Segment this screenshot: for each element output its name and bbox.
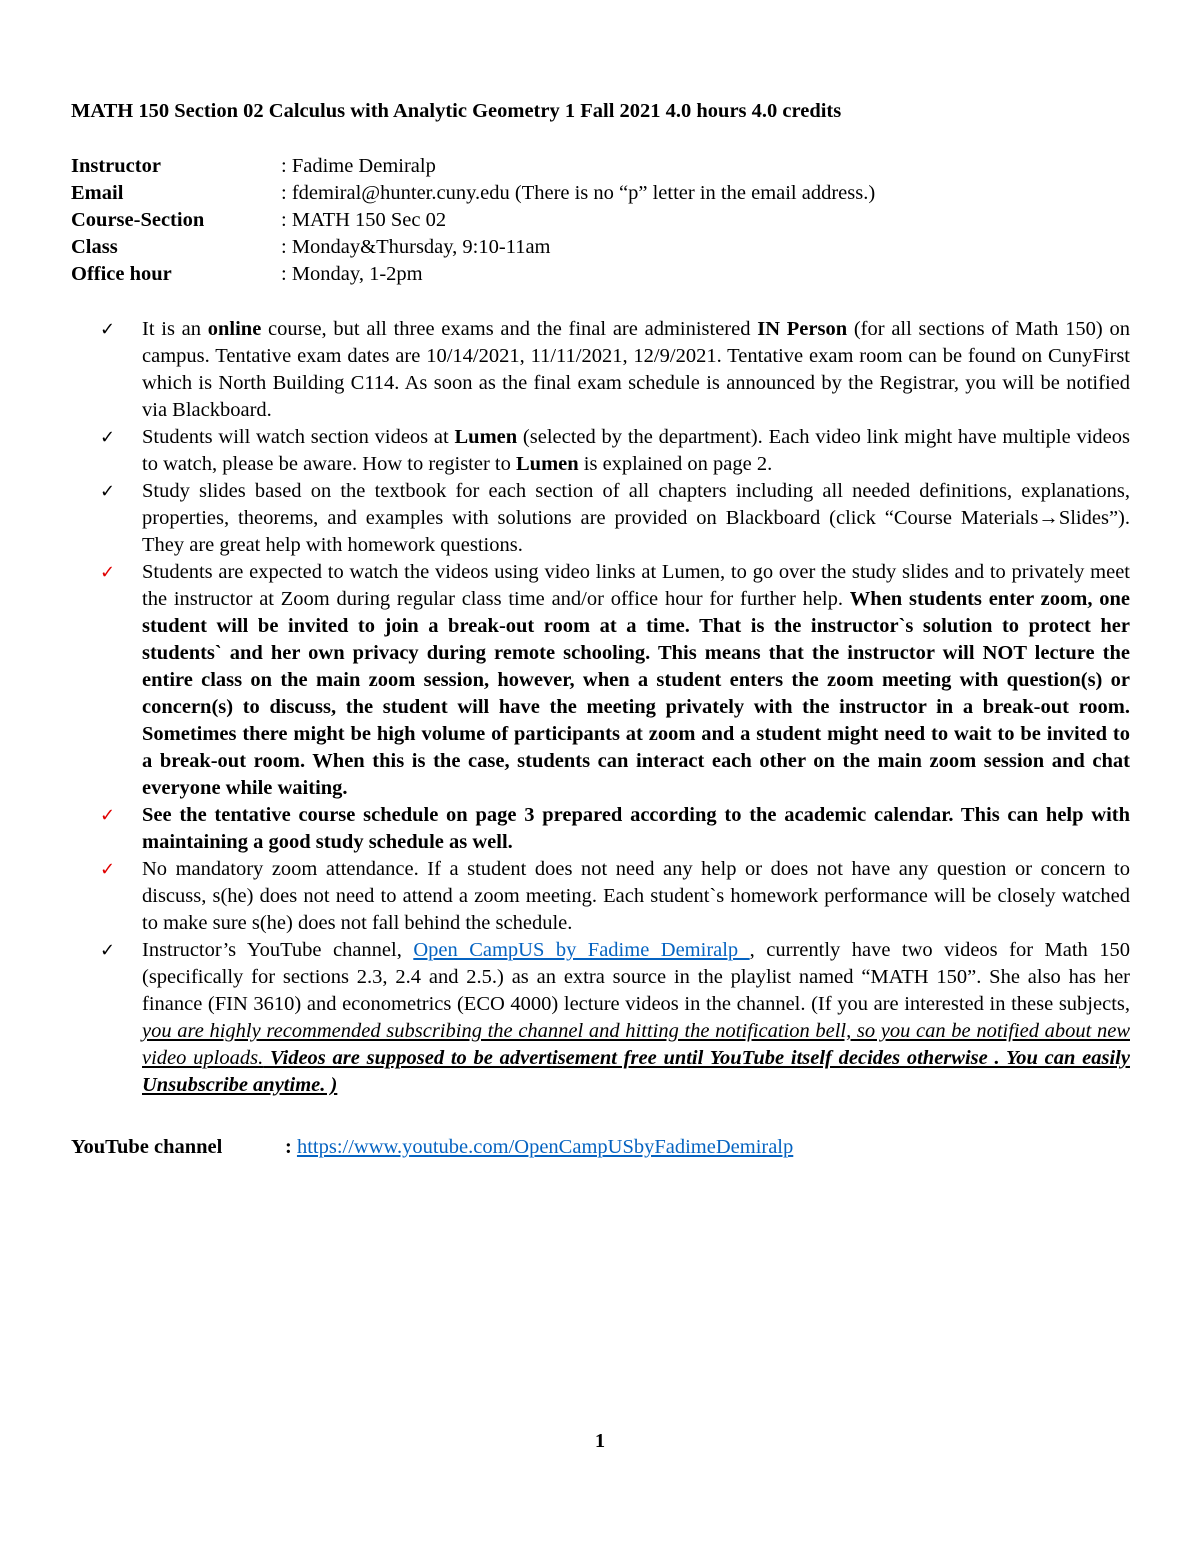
email-value: : fdemiral@hunter.cuny.edu (There is no “p” letter in the email address.): [281, 182, 876, 204]
bullet-text: , currently have two videos for Math 150 (specifically for sections 2.3, 2.4 and 2.5.) as an extra source in the playlist named “MATH 150”. She also has her finance (FIN 3610) and econometrics (ECO 4000) lecture videos in the channel. (If you are interested in these subjects,: [142, 939, 1130, 1015]
bullet-item-slides: [100, 478, 1130, 559]
office-hour-label: Office hour: [71, 263, 172, 285]
bullet-italic-text: you are highly recommended subscribing the channel and hitting the notification bell, so you can be notified about new video uploads.: [142, 1020, 1130, 1069]
section-label: Course-Section: [71, 209, 205, 231]
info-row-email: [71, 180, 875, 207]
instructor-value: : Fadime Demiralp: [281, 155, 436, 177]
bullet-text: (selected by the department). Each video link might have multiple videos to watch, please be aware. How to register to: [142, 426, 1131, 475]
bullet-bold-text: online: [207, 318, 262, 340]
bullet-text: course, but all three exams and the final are administered: [261, 318, 758, 340]
bullet-bold-text: When students enter zoom, one student will be invited to join a break-out room at a time. That is the instructor`s solution to protect her students` and her own privacy during remote schooling. This means that the instructor will NOT lecture the entire class on the main zoom session, however, when a student enters the zoom meeting with question(s) or concern(s) to discuss, the student will have the meeting privately with the instructor in a break-out room. Sometimes there might be high volume of participants at zoom and a student might need to wait to be invited to a break-out room. When this is the case, students can interact each other on the main zoom session and chat everyone while waiting.: [142, 588, 1130, 799]
checkmark-icon: ✓: [100, 940, 116, 961]
checkmark-icon: ✓: [100, 805, 116, 826]
section-value: : MATH 150 Sec 02: [281, 209, 447, 231]
office-hour-value: : Monday, 1-2pm: [281, 263, 423, 285]
info-row-section: [71, 207, 875, 234]
bullet-bold-italic-text: Videos are supposed to be advertisement free until YouTube itself decides otherwise . You can easily Unsubscribe anytime. ): [142, 1047, 1130, 1096]
info-row-instructor: [71, 153, 875, 180]
checkmark-icon: ✓: [100, 481, 116, 502]
youtube-channel-row: [71, 1134, 793, 1161]
bullet-item-youtube: [100, 937, 1130, 1099]
bullet-text: It is an: [142, 318, 208, 340]
bullet-item-exams: [100, 316, 1130, 424]
bullet-text: (for all sections of Math 150) on campus. Tentative exam dates are 10/14/2021, 11/11/2021, 12/9/2021. Tentative exam room can be found on CunyFirst which is North Building C114. As soon as the final exam schedule is announced by the Registrar, you will be notified via Blackboard.: [142, 318, 1130, 421]
bullet-bold-text: IN Person: [757, 318, 848, 340]
bullet-bold-text: Lumen: [454, 426, 518, 448]
bullet-item-zoom: [100, 559, 1130, 802]
bullet-text: Students will watch section videos at: [142, 426, 455, 448]
bullet-text: is explained on page 2.: [578, 453, 773, 475]
bullet-list: [100, 316, 1130, 1099]
checkmark-icon: ✓: [100, 427, 116, 448]
bullet-item-schedule: [100, 802, 1130, 856]
bullet-item-lumen: [100, 424, 1130, 478]
youtube-channel-label: YouTube channel: [71, 1136, 223, 1158]
bullet-bold-text: See the tentative course schedule on page 3 prepared according to the academic calendar. This can help with maintaining a good study schedule as well.: [142, 804, 1130, 853]
youtube-colon: :: [285, 1136, 297, 1158]
bullet-bold-text: Lumen: [516, 453, 579, 475]
page-number: 1: [594, 1430, 606, 1452]
class-value: : Monday&Thursday, 9:10-11am: [281, 236, 551, 258]
email-label: Email: [71, 182, 124, 204]
bullet-text: Instructor’s YouTube channel,: [142, 939, 414, 961]
checkmark-icon: ✓: [100, 859, 116, 880]
bullet-text: Study slides based on the textbook for each section of all chapters including all needed definitions, explanations, properties, theorems, and examples with solutions are provided on Blackboard (click “Course Materials→Slides”). They are great help with homework questions.: [142, 480, 1130, 556]
checkmark-icon: ✓: [100, 319, 116, 340]
info-row-office-hour: [71, 261, 875, 288]
checkmark-icon: ✓: [100, 562, 116, 583]
youtube-url-link[interactable]: https://www.youtube.com/OpenCampUSbyFadimeDemiralp: [296, 1136, 794, 1158]
document-title: MATH 150 Section 02 Calculus with Analytic Geometry 1 Fall 2021 4.0 hours 4.0 credits: [71, 100, 842, 122]
info-row-class: [71, 234, 875, 261]
class-label: Class: [71, 236, 118, 258]
course-info-table: [71, 153, 875, 288]
bullet-text: Students are expected to watch the videos using video links at Lumen, to go over the study slides and to privately meet the instructor at Zoom during regular class time and/or office hour for further help.: [142, 561, 1130, 610]
instructor-label: Instructor: [71, 155, 161, 177]
bullet-item-attendance: [100, 856, 1130, 937]
bullet-text: No mandatory zoom attendance. If a student does not need any help or does not have any question or concern to discuss, s(he) does not need to attend a zoom meeting. Each student`s homework performance will be closely watched to make sure s(he) does not fall behind the schedule.: [142, 858, 1130, 934]
youtube-channel-link[interactable]: Open CampUS by Fadime Demiralp: [413, 939, 750, 961]
